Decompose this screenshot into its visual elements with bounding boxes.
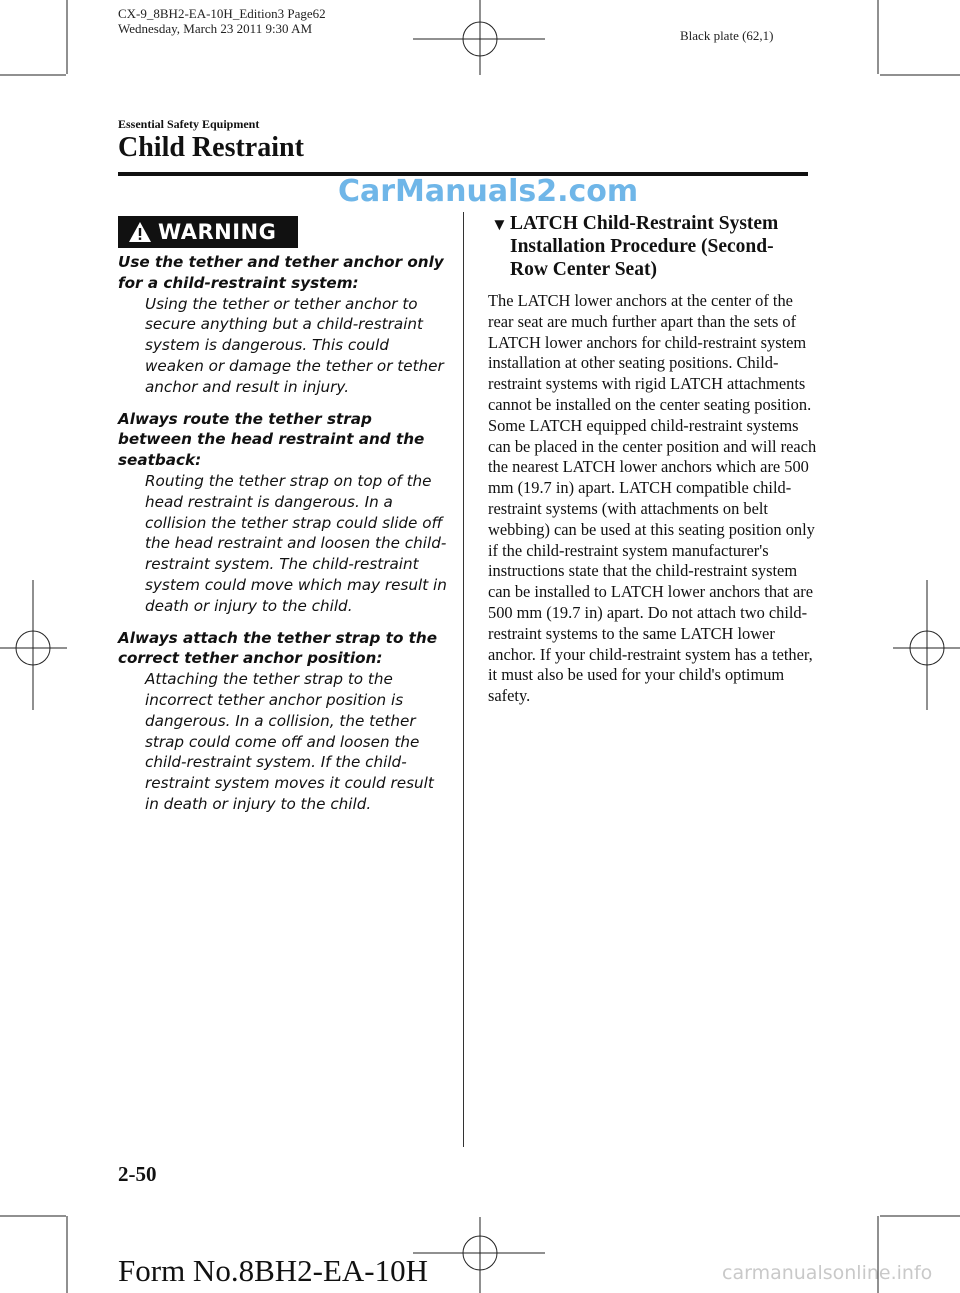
- page-number: 2-50: [118, 1162, 157, 1186]
- warning-label: WARNING: [158, 220, 277, 244]
- warning-item-title: Always route the tether strap between the head restraint and the seatback:: [118, 409, 425, 470]
- warning-icon: [128, 221, 152, 243]
- warning-item-title: Use the tether and tether anchor only for a child-restraint system:: [118, 253, 444, 292]
- site-watermark: carmanualsonline.info: [722, 1262, 933, 1284]
- print-info: [118, 6, 326, 36]
- print-info-line2: Wednesday, March 23 2011 9:30 AM: [118, 21, 313, 36]
- page-title: Child Restraint: [118, 132, 304, 163]
- warning-item: [118, 628, 448, 815]
- warning-badge: [118, 216, 298, 248]
- warning-item: [118, 409, 448, 617]
- warning-item-body: Using the tether or tether anchor to secure anything but a child-restraint system is dangerous. This could weaken or damage the tether or tether anchor and result in injury.: [145, 294, 444, 396]
- warning-item-title: Always attach the tether strap to the correct tether anchor position:: [118, 628, 438, 668]
- form-number: Form No.8BH2-EA-10H: [118, 1253, 428, 1288]
- section-label: Essential Safety Equipment: [118, 117, 260, 131]
- column-divider: [463, 212, 464, 1147]
- print-info-line1: CX-9_8BH2-EA-10H_Edition3 Page62: [118, 6, 326, 21]
- plate-label: Black plate (62,1): [680, 28, 774, 43]
- procedure-heading: [491, 212, 811, 281]
- warning-item-body: Routing the tether strap on top of the head restraint is dangerous. In a collision the tether strap could slide off the head restraint and loosen the child-restraint system. The child-restraint system could move which may result in death or injury to the child.: [145, 471, 447, 615]
- watermark: CarManuals2.com: [338, 174, 639, 209]
- warning-item-body: Attaching the tether strap to the incorrect tether anchor position is dangerous. In a collision, the tether strap could come off and loosen the child-restraint system. If the child-restraint system moves it could result in death or injury to the child.: [145, 670, 434, 813]
- procedure-heading-text: LATCH Child-Restraint System Installation Procedure (Second-Row Center Seat): [510, 213, 779, 280]
- procedure-body: The LATCH lower anchors at the center of the rear seat are much further apart than the sets of LATCH lower anchors for child-restraint system installation at other seating positions. Child-restraint systems with rigid LATCH attachments cannot be installed on the center seating position. Some LATCH equipped child-restraint systems can be placed in the center position and will reach the nearest LATCH lower anchors which are 500 mm (19.7 in) apart. LATCH compatible child-restraint systems (with attachments on belt webbing) can be used at this seating position only if the child-restraint system manufacturer's instructions state that the child-restraint system can be installed to LATCH lower anchors that are 500 mm (19.7 in) apart. Do not attach two child-restraint systems to the same LATCH lower anchor. If your child-restraint system has a tether, it must also be used for your child's optimum safety.: [488, 291, 817, 706]
- warning-item: [118, 252, 448, 398]
- warning-list: [118, 252, 448, 826]
- triangle-down-icon: ▼: [491, 215, 508, 234]
